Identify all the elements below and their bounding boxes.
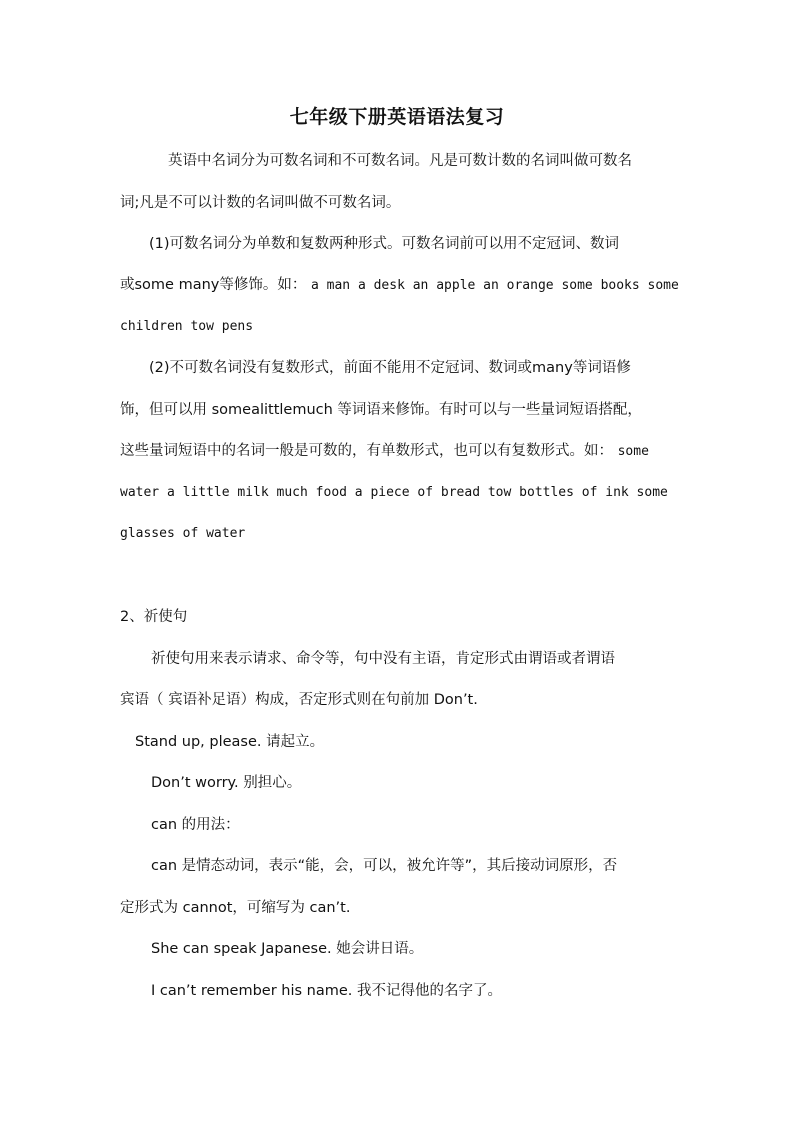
countable-line-1: (1)可数名词分为单数和复数两种形式。可数名词前可以用不定冠词、数词	[149, 236, 620, 252]
imperative-example-1: Stand up, please. 请起立。	[135, 734, 325, 750]
can-example-2: I can’t remember his name. 我不记得他的名字了。	[151, 983, 502, 999]
document-title: 七年级下册英语语法复习	[289, 106, 505, 128]
imperative-desc-line-2: 宾语（ 宾语补足语）构成，否定形式则在句前加 Don’t.	[120, 692, 478, 708]
can-desc-line-1: can 是情态动词，表示“能，会，可以，被允许等”，其后接动词原形，否	[151, 858, 618, 874]
can-example-1: She can speak Japanese. 她会讲日语。	[151, 941, 424, 957]
uncountable-line-4: water a little milk much food a piece of bread tow bottles of ink some	[120, 485, 668, 500]
imperative-desc-line-1: 祈使句用来表示请求、命令等，句中没有主语，肯定形式由谓语或者谓语	[151, 651, 615, 667]
countable-line-3: children tow pens	[120, 319, 254, 334]
uncountable-line-3	[120, 440, 649, 462]
countable-line-2-cn: 或some many等修饰。如：	[120, 277, 307, 293]
can-desc-line-2: 定形式为 cannot，可缩写为 can’t.	[120, 900, 351, 916]
imperative-heading: 2、祈使句	[120, 609, 188, 625]
noun-intro-line-2: 词;凡是不可以计数的名词叫做不可数名词。	[120, 195, 401, 211]
can-heading: can 的用法：	[151, 817, 240, 833]
countable-line-2	[120, 274, 679, 296]
noun-intro-line-1: 英语中名词分为可数名词和不可数名词。凡是可数计数的名词叫做可数名	[168, 153, 632, 169]
countable-examples: a man a desk an apple an orange some books some	[310, 278, 679, 293]
uncountable-line-5: glasses of water	[120, 526, 246, 541]
uncountable-line-2: 饰，但可以用 somealittlemuch 等词语来修饰。有时可以与一些量词短语搭配，	[120, 402, 642, 418]
imperative-example-2: Don’t worry. 别担心。	[151, 775, 302, 791]
uncountable-line-1: (2)不可数名词没有复数形式，前面不能用不定冠词、数词或many等词语修	[149, 360, 631, 376]
uncountable-line-3-cn: 这些量词短语中的名词一般是可数的，有单数形式，也可以有复数形式。如：	[120, 443, 613, 459]
uncountable-line-3-en: some	[617, 444, 649, 459]
